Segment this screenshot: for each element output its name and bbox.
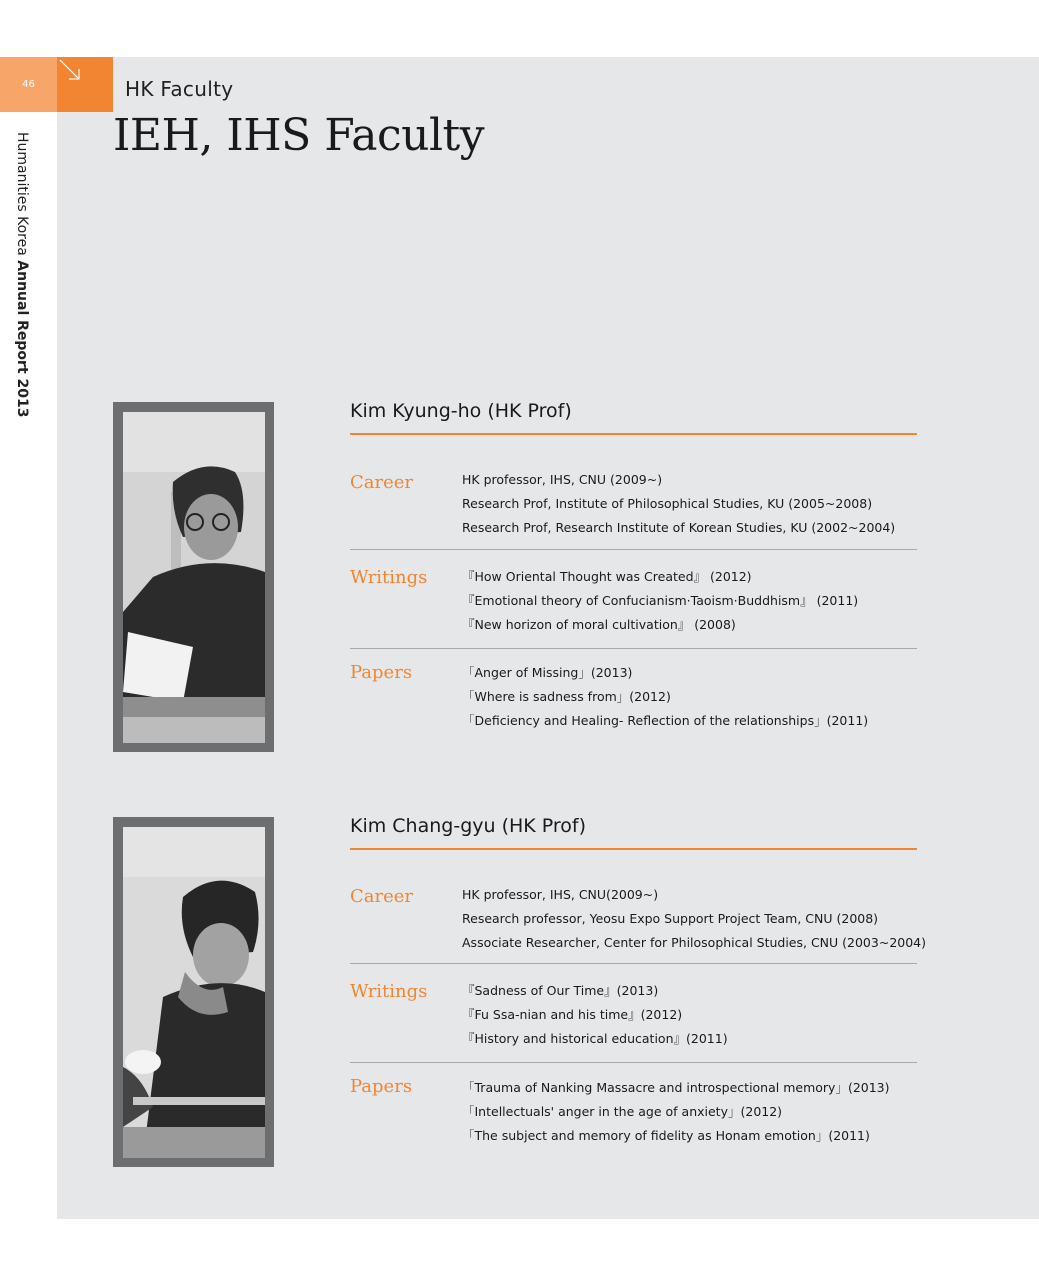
side-title	[14, 132, 30, 417]
list-item: Research professor, Yeosu Expo Support Project Team, CNU (2008)	[462, 911, 879, 926]
faculty-photo	[113, 817, 274, 1167]
papers-label: Papers	[350, 1076, 413, 1097]
list-item: 「Where is sadness from」(2012)	[462, 689, 671, 704]
faculty-name: Kim Chang-gyu (HK Prof)	[350, 815, 587, 837]
faculty-name: Kim Kyung-ho (HK Prof)	[350, 400, 572, 422]
writings-label: Writings	[350, 981, 428, 1002]
list-item: HK professor, IHS, CNU(2009~)	[462, 887, 659, 902]
list-item: 『How Oriental Thought was Created』 (2012)	[462, 569, 752, 584]
faculty-photo	[113, 402, 274, 752]
row-divider	[350, 549, 917, 550]
name-divider	[350, 848, 917, 850]
list-item: 『Fu Ssa-nian and his time』(2012)	[462, 1007, 683, 1022]
papers-list	[462, 661, 868, 733]
row-divider	[350, 648, 917, 649]
list-item: 『History and historical education』(2011)	[462, 1031, 728, 1046]
list-item: Associate Researcher, Center for Philosophical Studies, CNU (2003~2004)	[462, 935, 927, 950]
section-label: HK Faculty	[125, 77, 234, 101]
career-list	[462, 468, 895, 540]
list-item: 「Deficiency and Healing- Reflection of the relationships」(2011)	[462, 713, 869, 728]
row-divider	[350, 963, 917, 964]
career-list	[462, 883, 926, 955]
page-title: IEH, IHS Faculty	[113, 110, 485, 161]
page-number: 46	[0, 57, 57, 112]
writings-label: Writings	[350, 567, 428, 588]
name-divider	[350, 433, 917, 435]
list-item: 「The subject and memory of fidelity as Honam emotion」(2011)	[462, 1128, 870, 1143]
list-item: HK professor, IHS, CNU (2009~)	[462, 472, 663, 487]
papers-list	[462, 1076, 890, 1148]
list-item: Research Prof, Research Institute of Korean Studies, KU (2002~2004)	[462, 520, 896, 535]
career-label: Career	[350, 472, 414, 493]
side-title-light: Humanities Korea	[14, 132, 30, 261]
row-divider	[350, 1062, 917, 1063]
papers-label: Papers	[350, 662, 413, 683]
career-label: Career	[350, 886, 414, 907]
writings-list	[462, 979, 728, 1051]
list-item: 『Sadness of Our Time』(2013)	[462, 983, 659, 998]
arrow-tab	[57, 57, 113, 112]
writings-list	[462, 565, 858, 637]
list-item: 「Intellectuals' anger in the age of anxiety」(2012)	[462, 1104, 783, 1119]
list-item: Research Prof, Institute of Philosophical Studies, KU (2005~2008)	[462, 496, 873, 511]
photo-image	[123, 412, 265, 743]
photo-image	[123, 827, 265, 1158]
list-item: 『Emotional theory of Confucianism·Taoism·Buddhism』 (2011)	[462, 593, 859, 608]
list-item: 『New horizon of moral cultivation』 (2008)	[462, 617, 736, 632]
list-item: 「Trauma of Nanking Massacre and introspectional memory」(2013)	[462, 1080, 890, 1095]
list-item: 「Anger of Missing」(2013)	[462, 665, 633, 680]
side-title-bold: Annual Report 2013	[14, 260, 30, 418]
arrow-icon	[57, 57, 113, 112]
